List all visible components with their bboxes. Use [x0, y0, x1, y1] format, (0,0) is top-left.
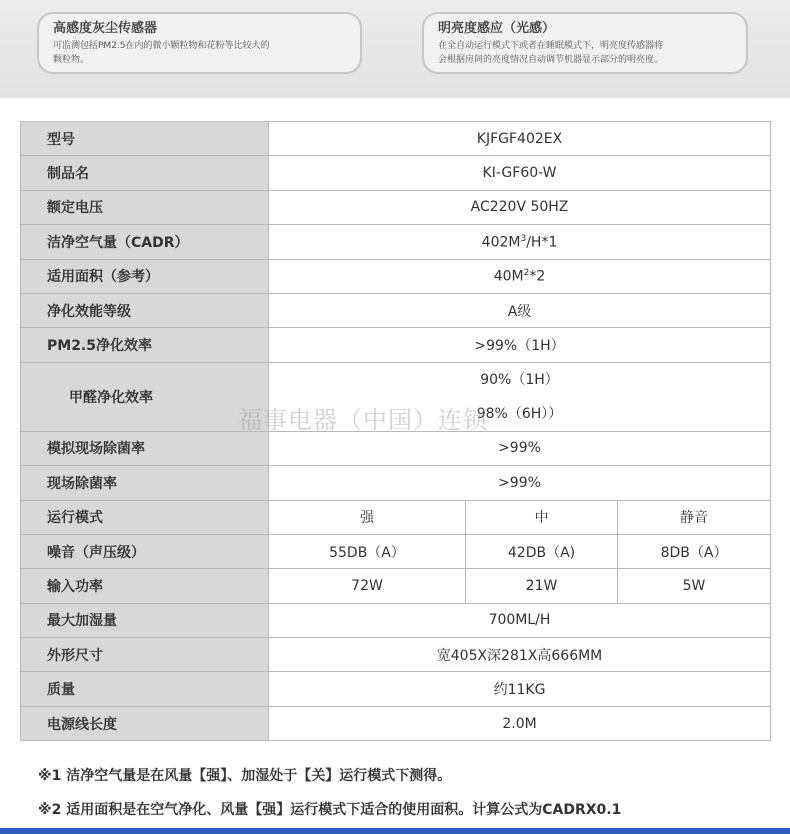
feature-title: 高感度灰尘传感器	[53, 21, 158, 36]
spec-row-formaldehyde	[21, 362, 771, 431]
spec-row-pm25	[21, 328, 771, 362]
spec-label: 额定电压	[21, 190, 269, 224]
spec-value: 42DB（A)	[466, 534, 618, 568]
spec-value	[269, 225, 771, 259]
spec-value: A级	[269, 293, 771, 327]
spec-row-product-name	[21, 156, 771, 190]
spec-value: 5W	[618, 569, 771, 603]
value-part: 40M	[493, 268, 524, 285]
spec-row-model	[21, 122, 771, 156]
feature-light-sensor	[422, 12, 748, 74]
spec-value: 中	[466, 500, 618, 534]
spec-row-voltage	[21, 190, 771, 224]
spec-row-sim-sterilize	[21, 431, 771, 465]
spec-value: AC220V 50HZ	[269, 190, 771, 224]
spec-row-field-sterilize	[21, 466, 771, 500]
spec-label: 输入功率	[21, 569, 269, 603]
value-part: 402M	[481, 234, 521, 251]
spec-row-humidify	[21, 603, 771, 637]
spec-row-noise	[21, 534, 771, 568]
spec-label: 制品名	[21, 156, 269, 190]
feature-banner	[0, 0, 790, 98]
value-line: 90%（1H）	[480, 371, 559, 388]
spec-row-power	[21, 569, 771, 603]
spec-row-dimensions	[21, 638, 771, 672]
spec-label: 洁净空气量（CADR）	[21, 225, 269, 259]
spec-value: 静音	[618, 500, 771, 534]
value-part: /H*1	[526, 234, 558, 251]
feature-desc-line: 在全自动运行模式下或者在睡眠模式下，明亮度传感器将	[438, 41, 664, 51]
spec-label: 模拟现场除菌率	[21, 431, 269, 465]
feature-dust-sensor	[37, 12, 362, 74]
spec-value	[269, 362, 771, 431]
spec-label: 最大加湿量	[21, 603, 269, 637]
feature-desc-line: 可监测包括PM2.5在内的微小颗粒物和花粉等比较大的	[53, 41, 270, 51]
spec-value: >99%	[269, 431, 771, 465]
spec-label: 运行模式	[21, 500, 269, 534]
spec-row-grade	[21, 293, 771, 327]
spec-value: 700ML/H	[269, 603, 771, 637]
spec-row-weight	[21, 672, 771, 706]
spec-value: 8DB（A）	[618, 534, 771, 568]
spec-label: 甲醛净化效率	[21, 362, 269, 431]
superscript: 2	[523, 267, 530, 278]
spec-value: KI-GF60-W	[269, 156, 771, 190]
spec-value: 21W	[466, 569, 618, 603]
footnote: ※2 适用面积是在空气净化、风量【强】运行模式下适合的使用面积。计算公式为CADRX0.1	[38, 802, 622, 818]
footnote: ※1 洁净空气量是在风量【强】、加湿处于【关】运行模式下测得。	[38, 768, 452, 784]
spec-table	[20, 121, 771, 741]
spec-label: PM2.5净化效率	[21, 328, 269, 362]
spec-value: KJFGF402EX	[269, 122, 771, 156]
spec-value: 约11KG	[269, 672, 771, 706]
value-line: 98%（6H））	[476, 405, 563, 422]
spec-label: 噪音（声压级）	[21, 534, 269, 568]
spec-label: 适用面积（参考）	[21, 259, 269, 293]
spec-value: 宽405X深281X高666MM	[269, 638, 771, 672]
spec-label: 净化效能等级	[21, 293, 269, 327]
spec-value: 72W	[269, 569, 466, 603]
spec-row-cord	[21, 706, 771, 740]
spec-label: 质量	[21, 672, 269, 706]
spec-label: 外形尺寸	[21, 638, 269, 672]
spec-label: 电源线长度	[21, 706, 269, 740]
spec-value: 强	[269, 500, 466, 534]
bottom-bar	[0, 828, 790, 834]
superscript: 3	[520, 233, 527, 244]
spec-row-area	[21, 259, 771, 293]
spec-label: 型号	[21, 122, 269, 156]
spec-value: >99%（1H）	[269, 328, 771, 362]
value-part: *2	[529, 268, 546, 285]
feature-desc-line: 颗粒物。	[53, 55, 90, 65]
watermark: 福事电器（中国）连锁	[238, 406, 488, 434]
feature-desc-line: 会根据房间的亮度情况自动调节机器显示部分的明亮度。	[438, 55, 664, 65]
feature-title: 明亮度感应（光感）	[438, 21, 556, 36]
spec-row-cadr	[21, 225, 771, 259]
spec-value: 2.0M	[269, 706, 771, 740]
spec-value	[269, 259, 771, 293]
spec-value: 55DB（A）	[269, 534, 466, 568]
spec-label: 现场除菌率	[21, 466, 269, 500]
spec-row-mode	[21, 500, 771, 534]
spec-value: >99%	[269, 466, 771, 500]
